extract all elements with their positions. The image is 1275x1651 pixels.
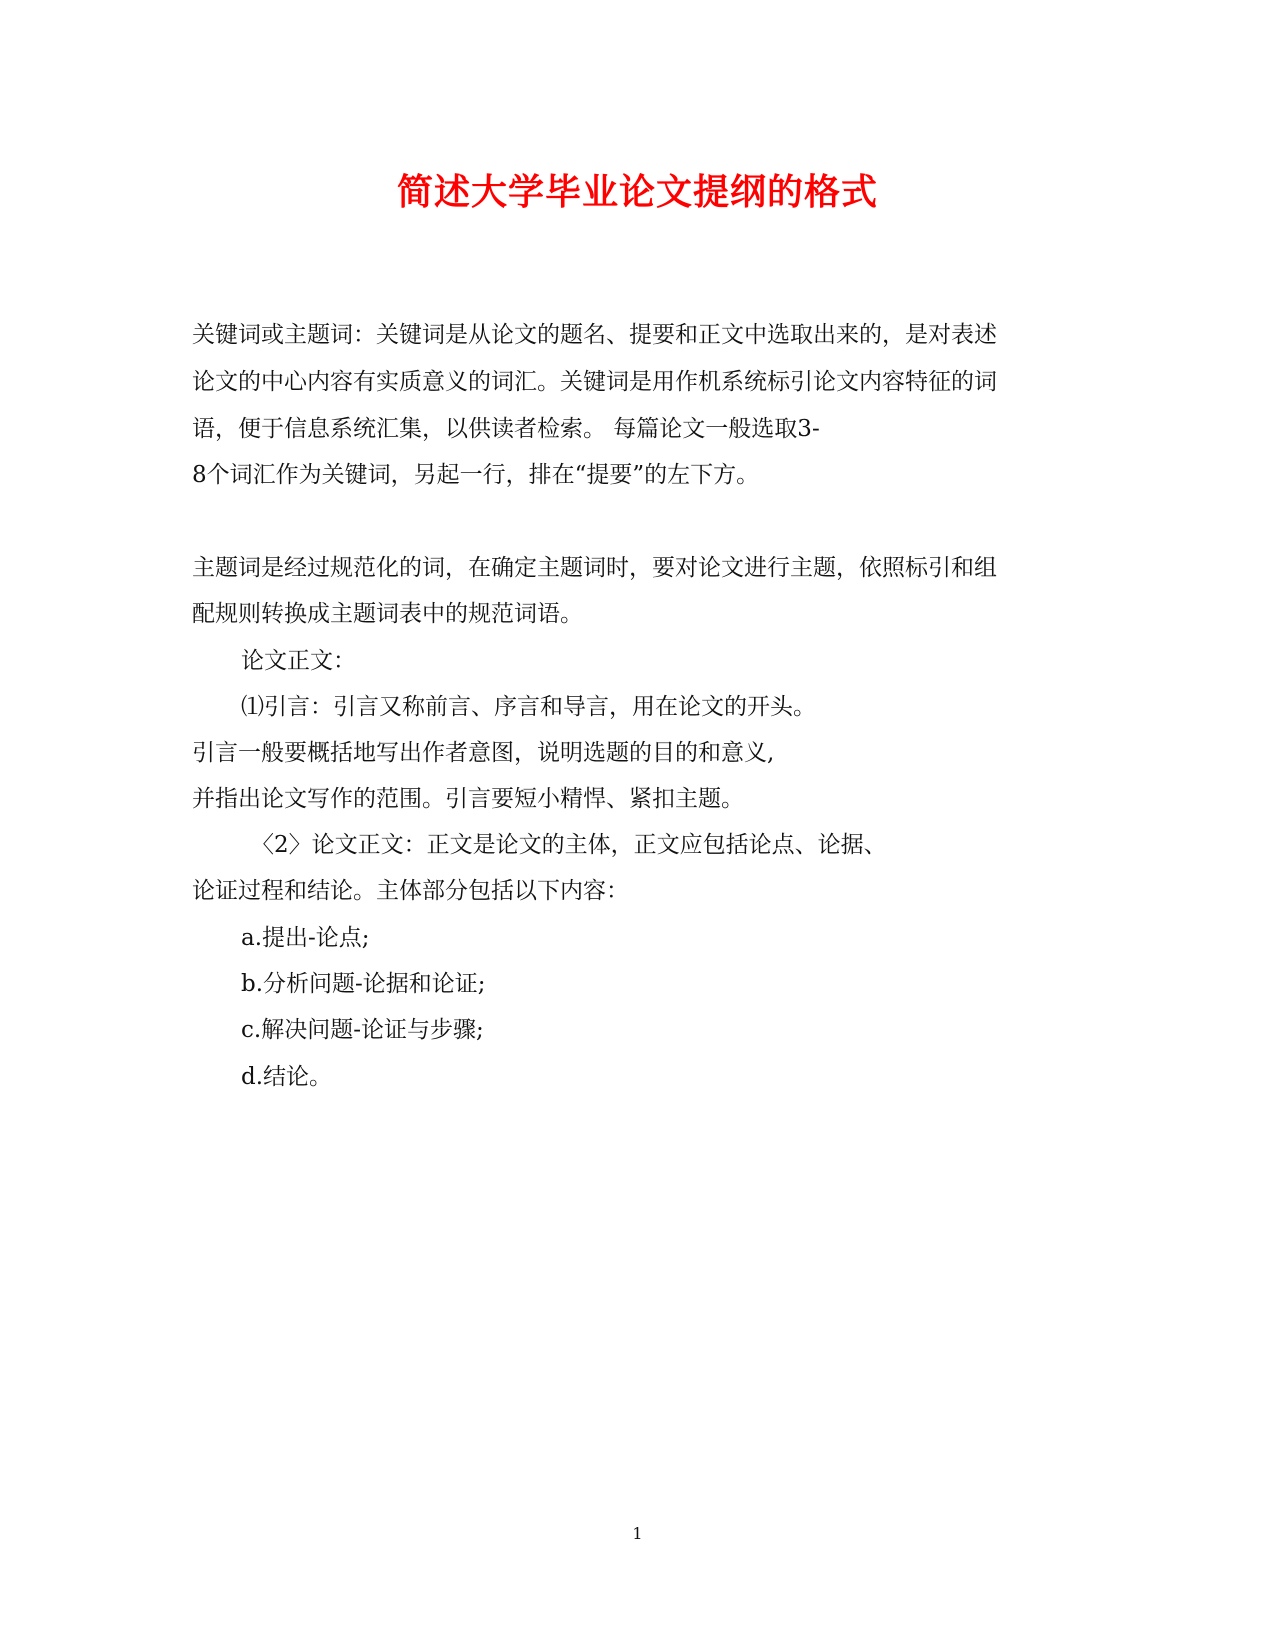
paragraph-line: 语，便于信息系统汇集，以供读者检索。 每篇论文一般选取3- [192, 416, 820, 442]
paragraph-line: 论证过程和结论。主体部分包括以下内容： [192, 878, 629, 904]
paragraph-line: 主题词是经过规范化的词，在确定主题词时，要对论文进行主题，依照标引和组 [192, 555, 997, 581]
paragraph-line: 并指出论文写作的范围。引言要短小精悍、紧扣主题。 [192, 786, 744, 812]
list-item: d.结论。 [241, 1064, 333, 1090]
list-item: b.分析问题-论据和论证; [241, 971, 486, 997]
document-title: 简述大学毕业论文提纲的格式 [396, 171, 878, 213]
section-heading: 论文正文： [241, 648, 356, 674]
paragraph-line: ⑴引言：引言又称前言、序言和导言，用在论文的开头。 [241, 694, 816, 720]
list-item: c.解决问题-论证与步骤; [241, 1017, 484, 1043]
list-item: a.提出-论点; [241, 925, 370, 951]
paragraph-line: 引言一般要概括地写出作者意图，说明选题的目的和意义, [192, 740, 775, 766]
paragraph-line: 关键词或主题词：关键词是从论文的题名、提要和正文中选取出来的，是对表述 [192, 322, 997, 348]
paragraph-line: 〈2〉论文正文：正文是论文的主体，正文应包括论点、论据、 [251, 832, 887, 858]
paragraph-line: 配规则转换成主题词表中的规范词语。 [192, 601, 583, 627]
paragraph-line: 8个词汇作为关键词，另起一行，排在“提要”的左下方。 [192, 462, 760, 488]
page-number: 1 [632, 1524, 643, 1543]
paragraph-line: 论文的中心内容有实质意义的词汇。关键词是用作机系统标引论文内容特征的词 [192, 369, 997, 395]
